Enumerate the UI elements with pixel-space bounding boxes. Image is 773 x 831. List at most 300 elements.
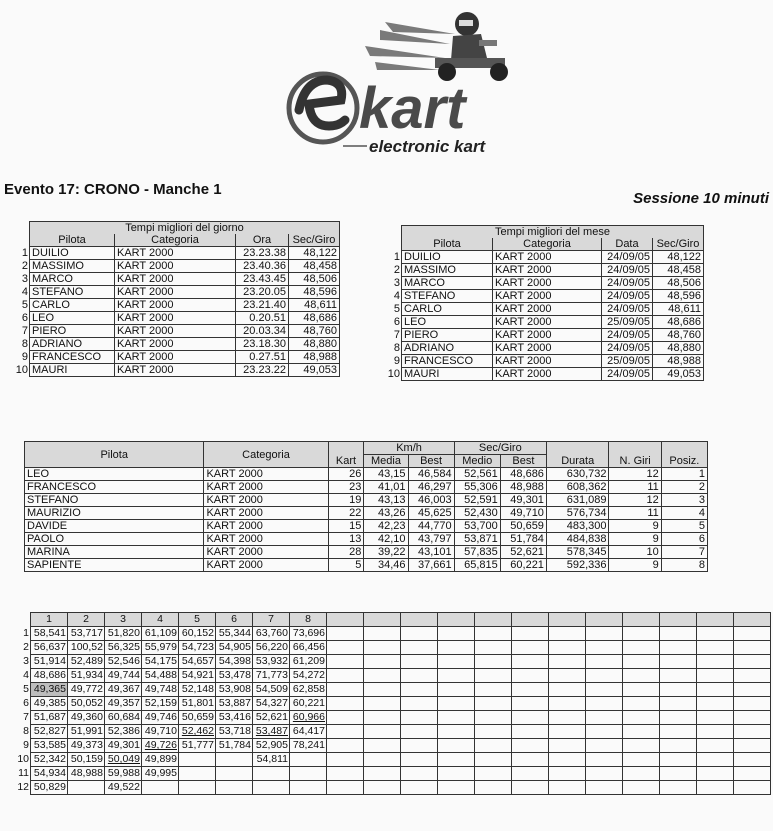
secgiro-cell: 48,506 [289, 273, 340, 286]
empty-cell [327, 641, 364, 655]
lap-time-cell: 54,327 [253, 697, 290, 711]
lap-col-header: 4 [142, 613, 179, 627]
empty-cell [586, 697, 623, 711]
best-kmh-cell: 43,101 [408, 546, 454, 559]
ngiri-cell: 9 [609, 520, 661, 533]
categoria-cell: KART 2000 [115, 312, 236, 325]
categoria-cell: KART 2000 [204, 468, 328, 481]
lap-time-cell: 52,546 [105, 655, 142, 669]
ngiri-cell: 12 [609, 494, 661, 507]
empty-cell [364, 697, 401, 711]
col-ora: Ora [236, 234, 289, 247]
empty-cell [734, 669, 771, 683]
categoria-cell: KART 2000 [204, 533, 328, 546]
lap-time-cell: 54,488 [142, 669, 179, 683]
empty-cell [623, 711, 660, 725]
table-row [384, 368, 704, 381]
col-best-kmh: Best [408, 455, 454, 468]
evento-title: Evento 17: CRONO - Manche 1 [4, 181, 222, 198]
empty-cell [512, 669, 549, 683]
row-index: 1 [393, 251, 400, 263]
lap-col-header: 1 [31, 613, 68, 627]
categoria-cell: KART 2000 [204, 546, 328, 559]
time-cell: 24/09/05 [602, 368, 653, 381]
lap-row [16, 753, 771, 767]
lap-time-cell: 52,386 [105, 725, 142, 739]
lap-time-cell: 54,811 [253, 753, 290, 767]
media-cell: 39,22 [364, 546, 408, 559]
empty-cell [401, 711, 438, 725]
table-row [384, 342, 704, 355]
group-secgiro: Sec/Giro [454, 442, 546, 455]
lap-time-cell: 58,541 [31, 627, 68, 641]
empty-cell [364, 781, 401, 795]
lap-col-header: 2 [68, 613, 105, 627]
lap-time-cell [253, 781, 290, 795]
group-kmh: Km/h [364, 442, 454, 455]
secgiro-cell: 48,458 [289, 260, 340, 273]
lap-time-cell: 49,357 [105, 697, 142, 711]
empty-cell [586, 767, 623, 781]
empty-cell [660, 641, 697, 655]
durata-cell: 630,732 [546, 468, 609, 481]
lap-time-cell: 49,995 [142, 767, 179, 781]
time-cell: 24/09/05 [602, 329, 653, 342]
kart-cell: 23 [328, 481, 364, 494]
empty-cell [586, 781, 623, 795]
empty-cell [364, 627, 401, 641]
empty-cell [401, 753, 438, 767]
pilota-cell: ADRIANO [402, 342, 493, 355]
secgiro-cell: 48,506 [653, 277, 704, 290]
empty-cell [660, 781, 697, 795]
table-row [384, 303, 704, 316]
time-cell: 24/09/05 [602, 251, 653, 264]
kart-cell: 26 [328, 468, 364, 481]
pilota-cell: CARLO [30, 299, 115, 312]
ngiri-cell: 10 [609, 546, 661, 559]
empty-col-header [586, 613, 623, 627]
empty-cell [549, 697, 586, 711]
lap-time-cell: 53,908 [216, 683, 253, 697]
lap-time-cell: 66,456 [290, 641, 327, 655]
lap-time-cell [179, 753, 216, 767]
pilota-cell: PIERO [402, 329, 493, 342]
lap-time-cell: 63,760 [253, 627, 290, 641]
lap-time-cell: 52,462 [179, 725, 216, 739]
logo-kart-glyphs: kart [359, 76, 466, 141]
empty-cell [697, 739, 734, 753]
lap-time-cell: 49,899 [142, 753, 179, 767]
table-row [25, 546, 708, 559]
lap-time-cell: 50,052 [68, 697, 105, 711]
lap-time-cell: 59,988 [105, 767, 142, 781]
lap-time-cell: 49,772 [68, 683, 105, 697]
best-kmh-cell: 43,797 [408, 533, 454, 546]
row-index: 2 [393, 264, 400, 276]
pilota-cell: LEO [402, 316, 493, 329]
categoria-cell: KART 2000 [115, 260, 236, 273]
lap-col-header: 7 [253, 613, 290, 627]
empty-cell [475, 767, 512, 781]
secgiro-cell: 49,053 [289, 364, 340, 377]
categoria-cell: KART 2000 [493, 251, 602, 264]
categoria-cell: KART 2000 [493, 368, 602, 381]
lap-time-cell: 60,221 [290, 697, 327, 711]
mese-table [384, 225, 704, 381]
pilota-cell: MASSIMO [30, 260, 115, 273]
empty-cell [734, 739, 771, 753]
row-index: 1 [21, 247, 28, 259]
empty-cell [734, 655, 771, 669]
lap-time-cell: 51,801 [179, 697, 216, 711]
time-cell: 24/09/05 [602, 277, 653, 290]
lap-row [16, 669, 771, 683]
lap-row [16, 739, 771, 753]
categoria-cell: KART 2000 [493, 303, 602, 316]
empty-cell [623, 669, 660, 683]
empty-cell [549, 627, 586, 641]
lap-time-cell: 100,52 [68, 641, 105, 655]
lap-time-cell [290, 781, 327, 795]
empty-cell [401, 683, 438, 697]
empty-cell [475, 781, 512, 795]
empty-cell [364, 739, 401, 753]
ekart-logo [285, 0, 530, 160]
posiz-cell: 6 [661, 533, 707, 546]
lap-time-cell: 52,342 [31, 753, 68, 767]
pilota-cell: PAOLO [25, 533, 204, 546]
empty-cell [623, 655, 660, 669]
lap-row [16, 641, 771, 655]
lap-time-cell: 49,373 [68, 739, 105, 753]
row-index: 7 [21, 325, 28, 337]
col-posiz: Posiz. [661, 442, 707, 468]
empty-cell [401, 627, 438, 641]
empty-cell [586, 739, 623, 753]
logo-tagline: electronic kart [369, 137, 486, 156]
lap-time-cell: 51,820 [105, 627, 142, 641]
best-sec-cell: 48,686 [500, 468, 546, 481]
table-row [25, 533, 708, 546]
lap-time-cell: 54,934 [31, 767, 68, 781]
empty-cell [364, 655, 401, 669]
empty-col-header [364, 613, 401, 627]
empty-cell [364, 753, 401, 767]
col-medio: Medio [454, 455, 500, 468]
empty-cell [549, 753, 586, 767]
empty-cell [475, 641, 512, 655]
mese-title: Tempi migliori del mese [402, 226, 704, 239]
table-row [384, 264, 704, 277]
posiz-cell: 1 [661, 468, 707, 481]
empty-cell [734, 725, 771, 739]
lap-time-cell [216, 767, 253, 781]
pilota-cell: DAVIDE [25, 520, 204, 533]
empty-cell [327, 655, 364, 669]
empty-cell [327, 739, 364, 753]
pilota-cell: DUILIO [402, 251, 493, 264]
pilota-cell: MAURI [402, 368, 493, 381]
row-index: 6 [21, 312, 28, 324]
media-cell: 43,15 [364, 468, 408, 481]
lap-time-cell: 53,487 [253, 725, 290, 739]
lap-time-cell: 53,718 [216, 725, 253, 739]
secgiro-cell: 48,596 [653, 290, 704, 303]
row-index: 8 [21, 338, 28, 350]
durata-cell: 608,362 [546, 481, 609, 494]
col-ngiri: N. Giri [609, 442, 661, 468]
table-row [25, 481, 708, 494]
empty-col-header [512, 613, 549, 627]
lap-time-cell: 54,272 [290, 669, 327, 683]
lap-index: 9 [23, 739, 29, 751]
lap-time-cell: 50,659 [179, 711, 216, 725]
best-sec-cell: 48,988 [500, 481, 546, 494]
best-kmh-cell: 37,661 [408, 559, 454, 572]
lap-time-cell [142, 781, 179, 795]
best-kmh-cell: 45,625 [408, 507, 454, 520]
lap-time-cell [290, 767, 327, 781]
empty-cell [364, 683, 401, 697]
empty-cell [586, 711, 623, 725]
lap-col-header: 3 [105, 613, 142, 627]
secgiro-cell: 48,122 [653, 251, 704, 264]
empty-cell [623, 739, 660, 753]
pilota-cell: MAURI [30, 364, 115, 377]
categoria-cell: KART 2000 [115, 247, 236, 260]
table-row [384, 329, 704, 342]
col-durata: Durata [546, 442, 609, 468]
empty-cell [327, 725, 364, 739]
col-pilota: Pilota [30, 234, 115, 247]
lap-time-cell: 52,621 [253, 711, 290, 725]
empty-cell [660, 627, 697, 641]
lap-col-header: 6 [216, 613, 253, 627]
col-media: Media [364, 455, 408, 468]
empty-cell [549, 641, 586, 655]
lap-time-cell: 50,049 [105, 753, 142, 767]
empty-cell [438, 739, 475, 753]
empty-cell [438, 655, 475, 669]
empty-cell [512, 655, 549, 669]
lap-time-cell: 51,934 [68, 669, 105, 683]
ngiri-cell: 9 [609, 559, 661, 572]
empty-cell [475, 725, 512, 739]
lap-time-cell [216, 781, 253, 795]
empty-col-header [623, 613, 660, 627]
best-sec-cell: 50,659 [500, 520, 546, 533]
lap-time-cell: 50,159 [68, 753, 105, 767]
empty-cell [697, 641, 734, 655]
empty-cell [475, 753, 512, 767]
lap-index: 12 [17, 781, 29, 793]
col-categoria: Categoria [493, 238, 602, 251]
empty-cell [697, 767, 734, 781]
durata-cell: 576,734 [546, 507, 609, 520]
empty-cell [475, 711, 512, 725]
time-cell: 23.21.40 [236, 299, 289, 312]
pilota-cell: ADRIANO [30, 338, 115, 351]
row-index: 3 [393, 277, 400, 289]
pilota-cell: STEFANO [30, 286, 115, 299]
row-index: 4 [21, 286, 28, 298]
empty-cell [327, 753, 364, 767]
lap-time-cell: 54,921 [179, 669, 216, 683]
table-row [25, 520, 708, 533]
lap-time-cell: 54,175 [142, 655, 179, 669]
time-cell: 23.20.05 [236, 286, 289, 299]
empty-cell [660, 753, 697, 767]
lap-row [16, 627, 771, 641]
durata-cell: 484,838 [546, 533, 609, 546]
lap-index: 5 [23, 683, 29, 695]
empty-cell [623, 753, 660, 767]
posiz-cell: 5 [661, 520, 707, 533]
empty-cell [438, 725, 475, 739]
empty-cell [697, 683, 734, 697]
lap-time-cell: 56,637 [31, 641, 68, 655]
empty-cell [660, 767, 697, 781]
empty-cell [697, 655, 734, 669]
categoria-cell: KART 2000 [115, 325, 236, 338]
lap-time-cell: 53,887 [216, 697, 253, 711]
kart-driver-icon [435, 12, 508, 81]
pilota-cell: MAURIZIO [25, 507, 204, 520]
best-kmh-cell: 46,003 [408, 494, 454, 507]
empty-cell [327, 697, 364, 711]
lap-time-cell: 61,109 [142, 627, 179, 641]
media-cell: 43,26 [364, 507, 408, 520]
durata-cell: 483,300 [546, 520, 609, 533]
empty-cell [327, 767, 364, 781]
lap-time-cell: 53,585 [31, 739, 68, 753]
lap-time-cell: 62,858 [290, 683, 327, 697]
lap-index: 4 [23, 669, 29, 681]
empty-cell [364, 767, 401, 781]
best-sec-cell: 49,301 [500, 494, 546, 507]
lap-time-cell: 49,522 [105, 781, 142, 795]
row-index: 5 [393, 303, 400, 315]
empty-cell [475, 655, 512, 669]
table-row [10, 286, 340, 299]
empty-cell [327, 711, 364, 725]
empty-cell [623, 683, 660, 697]
categoria-cell: KART 2000 [493, 316, 602, 329]
empty-cell [475, 697, 512, 711]
row-index: 8 [393, 342, 400, 354]
lap-index: 8 [23, 725, 29, 737]
kart-cell: 5 [328, 559, 364, 572]
posiz-cell: 4 [661, 507, 707, 520]
time-cell: 23.23.38 [236, 247, 289, 260]
secgiro-cell: 48,122 [289, 247, 340, 260]
empty-cell [512, 725, 549, 739]
table-row [25, 494, 708, 507]
col-pilota: Pilota [402, 238, 493, 251]
table-row [10, 273, 340, 286]
empty-cell [438, 753, 475, 767]
lap-time-cell: 54,905 [216, 641, 253, 655]
empty-cell [438, 669, 475, 683]
lap-time-cell: 55,344 [216, 627, 253, 641]
col-kart: Kart [328, 442, 364, 468]
secgiro-cell: 48,596 [289, 286, 340, 299]
empty-cell [512, 753, 549, 767]
empty-cell [512, 739, 549, 753]
col-secgiro: Sec/Giro [653, 238, 704, 251]
empty-col-header [549, 613, 586, 627]
empty-cell [549, 711, 586, 725]
table-row [10, 351, 340, 364]
lap-time-cell: 52,489 [68, 655, 105, 669]
empty-cell [401, 697, 438, 711]
durata-cell: 592,336 [546, 559, 609, 572]
best-sec-cell: 51,784 [500, 533, 546, 546]
empty-cell [697, 627, 734, 641]
categoria-cell: KART 2000 [115, 338, 236, 351]
empty-cell [549, 669, 586, 683]
empty-cell [660, 739, 697, 753]
pilota-cell: MARCO [402, 277, 493, 290]
categoria-cell: KART 2000 [493, 329, 602, 342]
empty-cell [586, 627, 623, 641]
empty-cell [623, 697, 660, 711]
lap-index: 2 [23, 641, 29, 653]
lap-index: 11 [18, 767, 29, 779]
lap-time-cell: 49,367 [105, 683, 142, 697]
medio-cell: 53,700 [454, 520, 500, 533]
pilota-cell: MASSIMO [402, 264, 493, 277]
ngiri-cell: 9 [609, 533, 661, 546]
empty-cell [327, 683, 364, 697]
media-cell: 41,01 [364, 481, 408, 494]
empty-cell [586, 641, 623, 655]
row-index: 6 [393, 316, 400, 328]
lap-time-cell: 49,385 [31, 697, 68, 711]
secgiro-cell: 48,686 [653, 316, 704, 329]
kart-cell: 15 [328, 520, 364, 533]
secgiro-cell: 48,686 [289, 312, 340, 325]
lap-time-cell: 48,988 [68, 767, 105, 781]
empty-cell [401, 669, 438, 683]
col-categoria: Categoria [204, 442, 328, 468]
empty-cell [660, 711, 697, 725]
time-cell: 24/09/05 [602, 342, 653, 355]
lap-time-cell: 55,979 [142, 641, 179, 655]
lap-time-cell: 56,325 [105, 641, 142, 655]
lap-time-cell: 56,220 [253, 641, 290, 655]
empty-cell [512, 641, 549, 655]
empty-cell [734, 767, 771, 781]
best-sec-cell: 60,221 [500, 559, 546, 572]
empty-cell [586, 725, 623, 739]
lap-time-cell: 73,696 [290, 627, 327, 641]
lap-time-cell: 60,966 [290, 711, 327, 725]
empty-cell [549, 683, 586, 697]
secgiro-cell: 48,611 [653, 303, 704, 316]
time-cell: 25/09/05 [602, 316, 653, 329]
row-index: 2 [21, 260, 28, 272]
lap-index: 6 [23, 697, 29, 709]
empty-cell [697, 697, 734, 711]
lap-row [16, 767, 771, 781]
giorno-table [10, 221, 340, 377]
lap-time-cell: 52,905 [253, 739, 290, 753]
lap-row [16, 655, 771, 669]
empty-cell [475, 739, 512, 753]
empty-cell [512, 767, 549, 781]
